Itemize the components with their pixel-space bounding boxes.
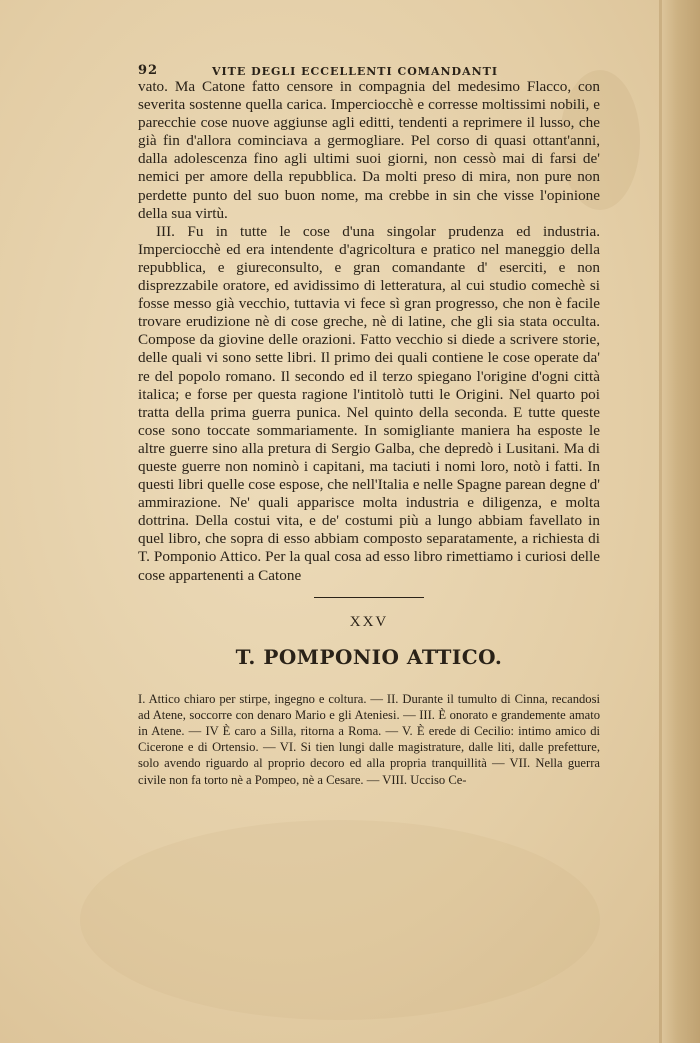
running-header [138, 60, 600, 78]
paper-stain [80, 820, 600, 1020]
book-page [138, 60, 600, 800]
running-title: VITE DEGLI ECCELLENTI COMANDANTI [212, 65, 499, 78]
chapter-number: XXV [349, 613, 389, 630]
chapter-title: T. POMPONIO ATTICO. [235, 644, 503, 669]
body-paragraph: vato. Ma Catone fatto censore in compagnia del medesimo Flacco, con severita sostenne quella carica. Imperciocchè e corresse moltissimi nobili, e parecchie cose nuove aggiunse agli editti, tendenti a reprimere il lusso, che già fin d'allora cominciava a germogliare. Pel corso di quasi ottant'anni, dalla adolescenza fino agli ultimi suoi giorni, non cessò mai di farsi de' nemici per amore della repubblica. Da molti preso di mira, non pure non perdette punto del suo buon nome, ma crebbe in sin che visse l'opinione della sua virtù. [138, 78, 600, 222]
book-gutter [662, 0, 700, 1043]
page-number: 92 [138, 63, 159, 78]
body-paragraph: III. Fu in tutte le cose d'una singolar prudenza ed industria. Imperciocchè ed era intendente d'agricoltura e pratico nel maneggio della repubblica, e giureconsulto, e gran comandante d' eserciti, e non disprezzabile oratore, ed avidissimo di letteratura, al cui studio comechè si fosse messo già vecchio, tuttavia vi fece sì gran progresso, che non è facile trovare erudizione nè di cose greche, nè di latine, che gli sia stata occulta. Compose da giovine delle orazioni. Fatto vecchio si diede a scrivere storie, delle quali vi sono sette libri. Il primo dei quali contiene le cose operate da' re del popolo romano. Il secondo ed il terzo spiegano l'origine d'ogni città italica; e forse per questa ragione l'intitolò tutti le Origini. Nel quarto poi tratta della prima guerra punica. Nel quinto della seconda. E tutte queste cose sono toccate sommariamente. In somigliante maniera ha esposte le altre guerre sino alla pretura di Sergio Galba, che depredò i Lusitani. Ma di queste guerre non nominò i capitani, ma taciuti i nomi loro, notò i fatti. In questi libri quelle cose espose, che nell'Italia e nelle Spagne parean degne d' ammirazione. Ne' quali apparisce molta industria e diligenza, e molta dottrina. Della costui vita, e de' costumi più a lungo abbiam favellato in quel libro, che sopra di esso abbiam composto separatamente, a richiesta di T. Pomponio Attico. Per la qual cosa ad esso libro rimettiamo i curiosi delle cose appartenenti a Catone [138, 222, 600, 584]
section-divider [314, 597, 424, 598]
chapter-summary: I. Attico chiaro per stirpe, ingegno e coltura. — II. Durante il tumulto di Cinna, recandosi ad Atene, soccorre con denaro Mario e gli Ateniesi. — III. È onorato e grandemente amato in Atene. — IV È caro a Silla, ritorna a Roma. — V. È erede di Cecilio: intimo amico di Cicerone e di Ortensio. — VI. Si tien lungi dalle magistrature, dalle liti, dalle prefetture, solo avendo riguardo al proprio decoro ed alla propria tranquillità — VII. Nella guerra civile non fa torto nè a Pompeo, nè a Cesare. — VIII. Ucciso Ce- [138, 691, 600, 787]
